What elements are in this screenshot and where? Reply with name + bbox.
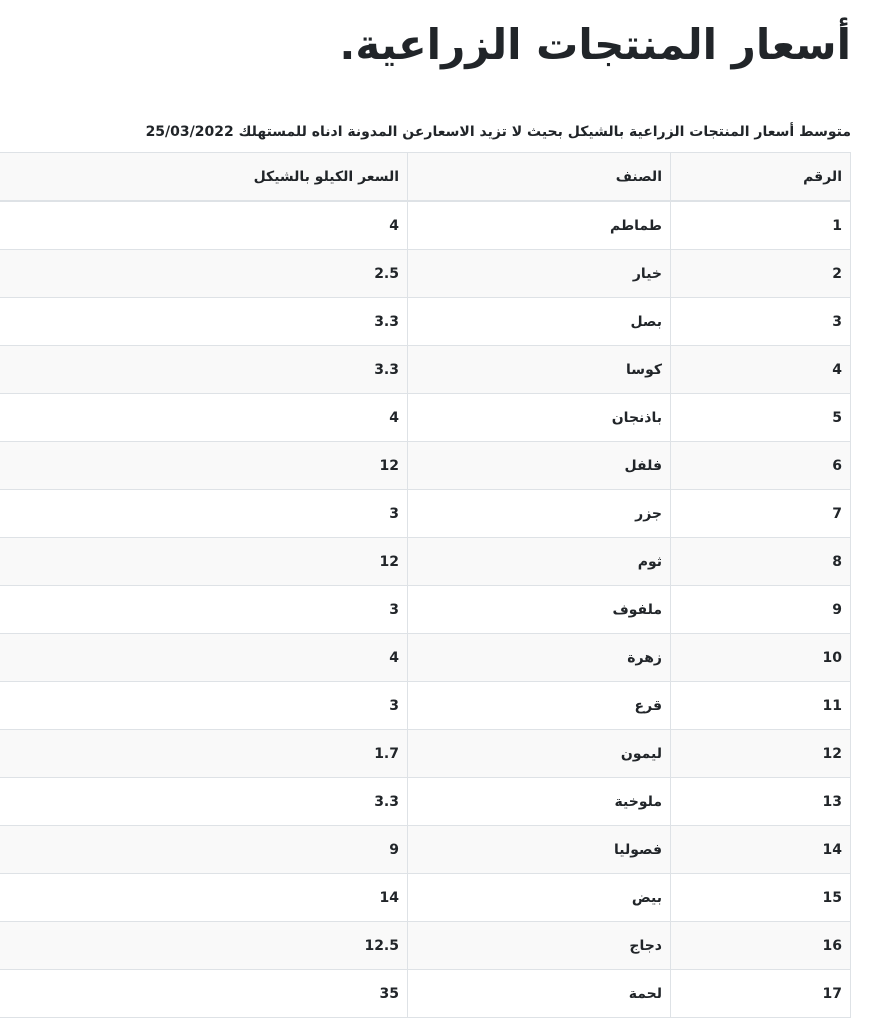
cell-item: كوسا <box>408 346 671 394</box>
table-row <box>0 778 851 826</box>
cell-number: 4 <box>671 346 851 394</box>
cell-price: 3.3 <box>0 346 408 394</box>
table-row <box>0 298 851 346</box>
cell-number: 17 <box>671 970 851 1018</box>
cell-price: 2.5 <box>0 250 408 298</box>
page-title: أسعار المنتجات الزراعية. <box>339 20 851 69</box>
table-row <box>0 730 851 778</box>
cell-item: ليمون <box>408 730 671 778</box>
cell-item: خيار <box>408 250 671 298</box>
cell-item: ثوم <box>408 538 671 586</box>
cell-number: 6 <box>671 442 851 490</box>
cell-number: 8 <box>671 538 851 586</box>
cell-number: 5 <box>671 394 851 442</box>
cell-price: 3.3 <box>0 778 408 826</box>
table-row <box>0 394 851 442</box>
table-header <box>0 153 851 202</box>
cell-number: 2 <box>671 250 851 298</box>
cell-item: قرع <box>408 682 671 730</box>
cell-price: 1.7 <box>0 730 408 778</box>
cell-price: 4 <box>0 634 408 682</box>
cell-price: 3 <box>0 586 408 634</box>
cell-item: طماطم <box>408 201 671 250</box>
cell-number: 7 <box>671 490 851 538</box>
table-row <box>0 682 851 730</box>
table-caption: متوسط أسعار المنتجات الزراعية بالشيكل بحيث لا تزيد الاسعارعن المدونة ادناه للمستهلك 25/03/2022 <box>145 124 851 140</box>
table-row <box>0 442 851 490</box>
cell-item: لحمة <box>408 970 671 1018</box>
cell-item: بصل <box>408 298 671 346</box>
cell-item: ملفوف <box>408 586 671 634</box>
table-row <box>0 874 851 922</box>
cell-item: دجاج <box>408 922 671 970</box>
cell-price: 14 <box>0 874 408 922</box>
cell-number: 3 <box>671 298 851 346</box>
cell-number: 11 <box>671 682 851 730</box>
cell-price: 3 <box>0 490 408 538</box>
cell-item: زهرة <box>408 634 671 682</box>
table-row <box>0 490 851 538</box>
table-row <box>0 922 851 970</box>
cell-item: باذنجان <box>408 394 671 442</box>
table-row <box>0 201 851 250</box>
cell-number: 15 <box>671 874 851 922</box>
cell-item: جزر <box>408 490 671 538</box>
cell-item: بيض <box>408 874 671 922</box>
column-header-number: الرقم <box>671 153 851 202</box>
table-row <box>0 634 851 682</box>
cell-price: 9 <box>0 826 408 874</box>
cell-price: 4 <box>0 394 408 442</box>
cell-price: 12 <box>0 442 408 490</box>
column-header-item: الصنف <box>408 153 671 202</box>
table-row <box>0 970 851 1018</box>
cell-number: 16 <box>671 922 851 970</box>
table-row <box>0 346 851 394</box>
table-row <box>0 250 851 298</box>
table-row <box>0 826 851 874</box>
column-header-price: السعر الكيلو بالشيكل <box>0 153 408 202</box>
table-row <box>0 586 851 634</box>
table-body <box>0 201 851 1018</box>
cell-number: 1 <box>671 201 851 250</box>
table-row <box>0 538 851 586</box>
cell-number: 10 <box>671 634 851 682</box>
cell-price: 4 <box>0 201 408 250</box>
header-row <box>0 153 851 202</box>
prices-table <box>0 152 851 1018</box>
cell-price: 12 <box>0 538 408 586</box>
cell-price: 35 <box>0 970 408 1018</box>
cell-item: ملوخية <box>408 778 671 826</box>
cell-number: 13 <box>671 778 851 826</box>
cell-price: 3 <box>0 682 408 730</box>
cell-price: 12.5 <box>0 922 408 970</box>
cell-number: 14 <box>671 826 851 874</box>
cell-item: فصوليا <box>408 826 671 874</box>
cell-price: 3.3 <box>0 298 408 346</box>
cell-number: 12 <box>671 730 851 778</box>
cell-number: 9 <box>671 586 851 634</box>
cell-item: فلفل <box>408 442 671 490</box>
